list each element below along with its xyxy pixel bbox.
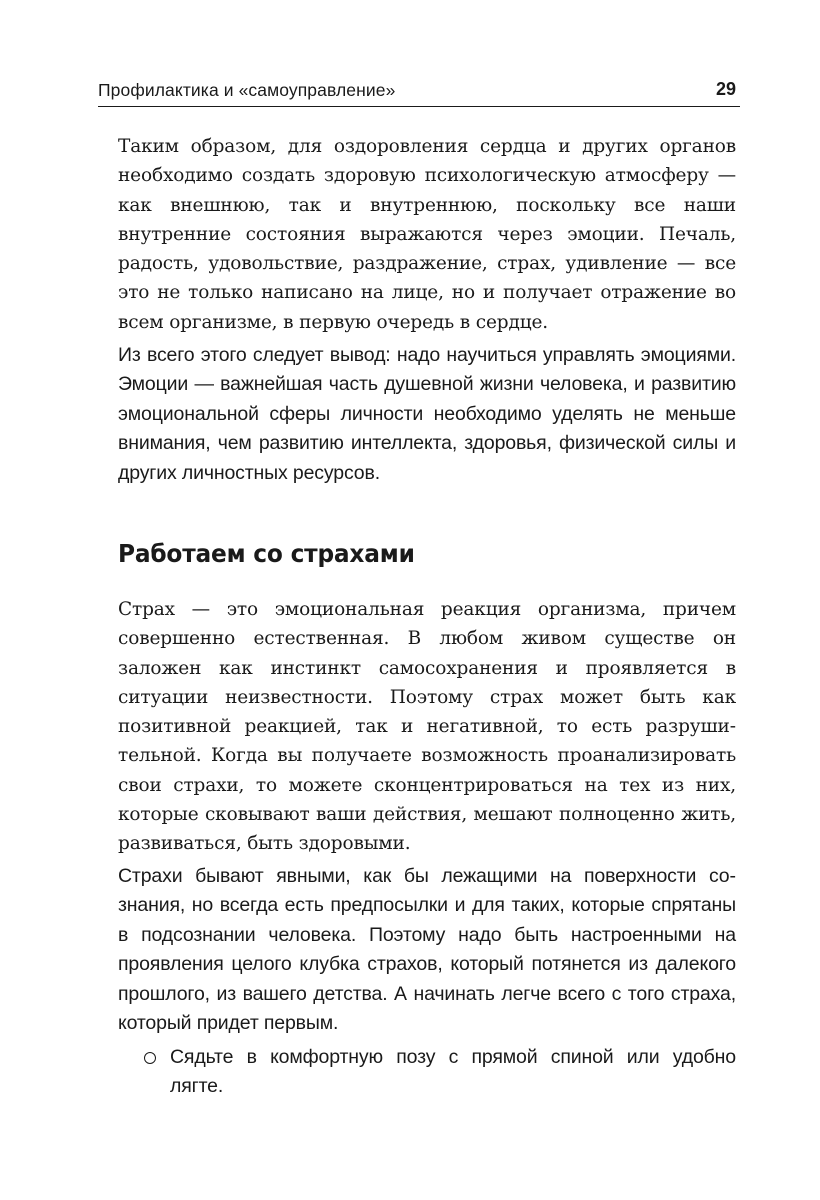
page-number: 29 bbox=[715, 79, 736, 99]
running-head: Профилактика и «самоуправление» bbox=[98, 80, 396, 100]
paragraph-heart-health: Таким образом, для оздоровления сердца и других органов необходимо создать здоровую психологическую атмосферу — как внешнюю, так и внутреннюю, поскольку все наши внутренние состояния выражаются через эмоции. Печаль, радость, удовольствие, раздражение, страх, удивление — все это не только написано на лице, но и получает отражение во всем организме, в первую очередь в сердце. bbox=[118, 136, 736, 333]
section-title: Работаем со страхами bbox=[118, 539, 415, 568]
paragraph-fear-definition: Страх — это эмоциональная реакция организма, причем совершенно естественная. В любом живом существе он заложен как инстинкт самосохранения и проявляется в ситуации неизвестности. Поэтому страх может быть как позитивной реакцией, так и негативной, то есть разрушительной. Когда вы получаете возможность проанализировать свои страхи, то можете сконцентрироваться на тех из них, которые сковывают ваши действия, мешают полноценно жить, развиваться, быть здоровыми. bbox=[118, 599, 736, 855]
paragraph-fear-types: Страхи бывают явными, как бы лежащими на поверхности сознания, но всегда есть предпосылки и для таких, которые спрятаны в подсознании человека. Поэтому надо быть настроенными на проявления целого клубка страхов, который потянется из далекого прошлого, из вашего детства. А начинать легче всего с того страха, который придет первым. bbox=[118, 865, 736, 1035]
list-item bbox=[140, 1043, 736, 1102]
page-header bbox=[98, 76, 740, 107]
circle-bullet-icon bbox=[140, 1043, 170, 1102]
list-item-text: Сядьте в комфортную позу с прямой спиной или удобно лягте. bbox=[170, 1046, 736, 1098]
paragraph-manage-emotions: Из всего этого следует вывод: надо научиться управлять эмоциями. Эмоции — важнейшая часть душевной жизни человека, и развитию эмоциональной сферы личности необходимо уделять не меньше внимания, чем развитию интеллекта, здоровья, физической силы и других личностных ресурсов. bbox=[118, 344, 736, 484]
